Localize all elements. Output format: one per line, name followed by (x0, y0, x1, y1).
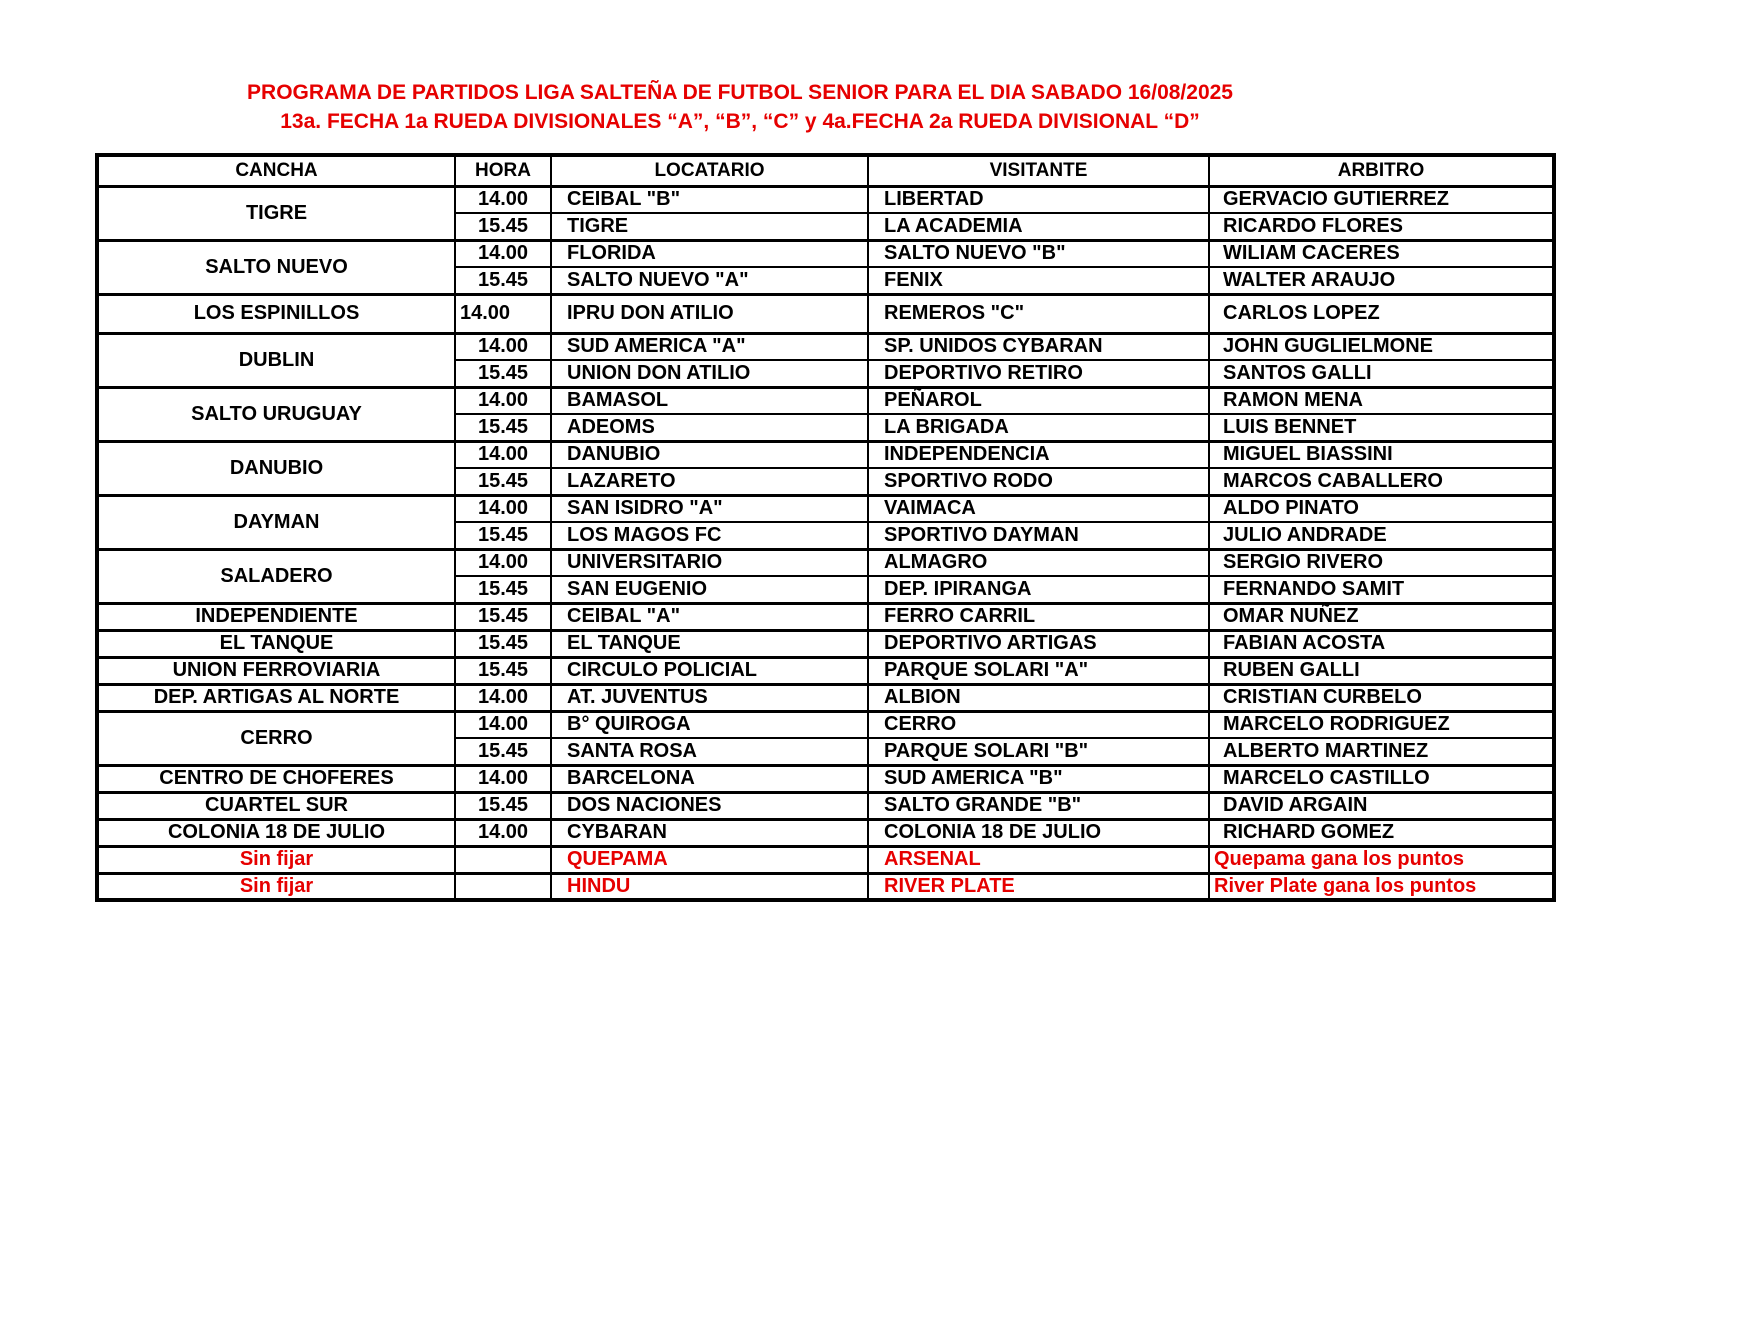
locatario-cell: LOS MAGOS FC (551, 522, 868, 549)
match-row (97, 873, 1554, 900)
arbitro-cell: CARLOS LOPEZ (1209, 294, 1554, 333)
match-row (97, 765, 1554, 792)
locatario-cell: DOS NACIONES (551, 792, 868, 819)
visitante-cell: PEÑAROL (868, 387, 1209, 414)
visitante-cell: SALTO NUEVO "B" (868, 240, 1209, 267)
header-locatario: LOCATARIO (551, 155, 868, 186)
match-row (97, 792, 1554, 819)
match-row (97, 630, 1554, 657)
cancha-cell: DAYMAN (97, 495, 455, 549)
locatario-cell: FLORIDA (551, 240, 868, 267)
visitante-cell: PARQUE SOLARI "A" (868, 657, 1209, 684)
schedule-table (95, 153, 1556, 902)
locatario-cell: UNIVERSITARIO (551, 549, 868, 576)
locatario-cell: IPRU DON ATILIO (551, 294, 868, 333)
hora-cell: 14.00 (455, 684, 551, 711)
arbitro-cell: FABIAN ACOSTA (1209, 630, 1554, 657)
hora-cell: 14.00 (455, 294, 551, 333)
cancha-cell: SALTO URUGUAY (97, 387, 455, 441)
arbitro-cell: MARCELO RODRIGUEZ (1209, 711, 1554, 738)
match-row (97, 441, 1554, 468)
header-row (97, 155, 1554, 186)
visitante-cell: INDEPENDENCIA (868, 441, 1209, 468)
match-row (97, 846, 1554, 873)
visitante-cell: LA ACADEMIA (868, 213, 1209, 240)
arbitro-cell: MARCOS CABALLERO (1209, 468, 1554, 495)
arbitro-cell: ALBERTO MARTINEZ (1209, 738, 1554, 765)
hora-cell: 14.00 (455, 819, 551, 846)
locatario-cell: ADEOMS (551, 414, 868, 441)
arbitro-cell: LUIS BENNET (1209, 414, 1554, 441)
document-title (95, 78, 1385, 136)
hora-cell: 15.45 (455, 576, 551, 603)
arbitro-cell: OMAR NUÑEZ (1209, 603, 1554, 630)
locatario-cell: EL TANQUE (551, 630, 868, 657)
cancha-cell: TIGRE (97, 186, 455, 240)
match-row (97, 711, 1554, 738)
locatario-cell: BAMASOL (551, 387, 868, 414)
hora-cell: 15.45 (455, 738, 551, 765)
visitante-cell: DEPORTIVO ARTIGAS (868, 630, 1209, 657)
title-line-1: PROGRAMA DE PARTIDOS LIGA SALTEÑA DE FUTBOL SENIOR PARA EL DIA SABADO 16/08/2025 (247, 81, 1233, 104)
match-row (97, 240, 1554, 267)
hora-cell: 15.45 (455, 267, 551, 294)
match-row (97, 603, 1554, 630)
match-row (97, 549, 1554, 576)
locatario-cell: LAZARETO (551, 468, 868, 495)
visitante-cell: VAIMACA (868, 495, 1209, 522)
arbitro-cell: RICHARD GOMEZ (1209, 819, 1554, 846)
arbitro-cell: JULIO ANDRADE (1209, 522, 1554, 549)
visitante-cell: FENIX (868, 267, 1209, 294)
locatario-cell: UNION DON ATILIO (551, 360, 868, 387)
arbitro-cell: MARCELO CASTILLO (1209, 765, 1554, 792)
locatario-cell: SALTO NUEVO "A" (551, 267, 868, 294)
arbitro-cell: FERNANDO SAMIT (1209, 576, 1554, 603)
cancha-cell: DANUBIO (97, 441, 455, 495)
match-row (97, 387, 1554, 414)
title-line-2: 13a. FECHA 1a RUEDA DIVISIONALES “A”, “B”, “C” y 4a.FECHA 2a RUEDA DIVISIONAL “D” (280, 110, 1200, 133)
header-hora: HORA (455, 155, 551, 186)
header-visitante: VISITANTE (868, 155, 1209, 186)
hora-cell: 15.45 (455, 522, 551, 549)
visitante-cell: PARQUE SOLARI "B" (868, 738, 1209, 765)
visitante-cell: LIBERTAD (868, 186, 1209, 213)
visitante-cell: SALTO GRANDE "B" (868, 792, 1209, 819)
locatario-cell: SAN EUGENIO (551, 576, 868, 603)
hora-cell: 15.45 (455, 792, 551, 819)
locatario-cell: SANTA ROSA (551, 738, 868, 765)
cancha-cell: COLONIA 18 DE JULIO (97, 819, 455, 846)
hora-cell: 15.45 (455, 657, 551, 684)
locatario-cell: QUEPAMA (551, 846, 868, 873)
arbitro-cell: RICARDO FLORES (1209, 213, 1554, 240)
match-row (97, 333, 1554, 360)
arbitro-cell: WALTER ARAUJO (1209, 267, 1554, 294)
visitante-cell: ARSENAL (868, 846, 1209, 873)
visitante-cell: ALMAGRO (868, 549, 1209, 576)
arbitro-cell: ALDO PINATO (1209, 495, 1554, 522)
hora-cell: 14.00 (455, 333, 551, 360)
hora-cell: 14.00 (455, 387, 551, 414)
visitante-cell: SPORTIVO DAYMAN (868, 522, 1209, 549)
visitante-cell: RIVER PLATE (868, 873, 1209, 900)
hora-cell: 14.00 (455, 495, 551, 522)
locatario-cell: BARCELONA (551, 765, 868, 792)
match-row (97, 495, 1554, 522)
locatario-cell: CEIBAL "B" (551, 186, 868, 213)
visitante-cell: LA BRIGADA (868, 414, 1209, 441)
locatario-cell: AT. JUVENTUS (551, 684, 868, 711)
cancha-cell: DUBLIN (97, 333, 455, 387)
locatario-cell: SUD AMERICA "A" (551, 333, 868, 360)
hora-cell: 15.45 (455, 630, 551, 657)
cancha-cell: UNION FERROVIARIA (97, 657, 455, 684)
arbitro-cell: SERGIO RIVERO (1209, 549, 1554, 576)
arbitro-cell: RAMON MENA (1209, 387, 1554, 414)
cancha-cell: CUARTEL SUR (97, 792, 455, 819)
arbitro-cell: WILIAM CACERES (1209, 240, 1554, 267)
match-row (97, 684, 1554, 711)
hora-cell (455, 873, 551, 900)
arbitro-cell: JOHN GUGLIELMONE (1209, 333, 1554, 360)
visitante-cell: DEP. IPIRANGA (868, 576, 1209, 603)
hora-cell: 14.00 (455, 240, 551, 267)
cancha-cell: INDEPENDIENTE (97, 603, 455, 630)
cancha-cell: EL TANQUE (97, 630, 455, 657)
visitante-cell: SUD AMERICA "B" (868, 765, 1209, 792)
arbitro-cell: CRISTIAN CURBELO (1209, 684, 1554, 711)
match-row (97, 294, 1554, 333)
locatario-cell: TIGRE (551, 213, 868, 240)
hora-cell: 15.45 (455, 468, 551, 495)
hora-cell: 14.00 (455, 186, 551, 213)
locatario-cell: CYBARAN (551, 819, 868, 846)
hora-cell: 14.00 (455, 441, 551, 468)
locatario-cell: B° QUIROGA (551, 711, 868, 738)
arbitro-cell: GERVACIO GUTIERREZ (1209, 186, 1554, 213)
cancha-cell: CERRO (97, 711, 455, 765)
locatario-cell: CEIBAL "A" (551, 603, 868, 630)
cancha-cell: Sin fijar (97, 846, 455, 873)
header-arbitro: ARBITRO (1209, 155, 1554, 186)
locatario-cell: DANUBIO (551, 441, 868, 468)
hora-cell (455, 846, 551, 873)
visitante-cell: ALBION (868, 684, 1209, 711)
visitante-cell: SP. UNIDOS CYBARAN (868, 333, 1209, 360)
arbitro-cell: RUBEN GALLI (1209, 657, 1554, 684)
hora-cell: 14.00 (455, 765, 551, 792)
locatario-cell: CIRCULO POLICIAL (551, 657, 868, 684)
visitante-cell: DEPORTIVO RETIRO (868, 360, 1209, 387)
arbitro-cell: SANTOS GALLI (1209, 360, 1554, 387)
cancha-cell: CENTRO DE CHOFERES (97, 765, 455, 792)
visitante-cell: REMEROS "C" (868, 294, 1209, 333)
cancha-cell: DEP. ARTIGAS AL NORTE (97, 684, 455, 711)
match-row (97, 186, 1554, 213)
hora-cell: 15.45 (455, 213, 551, 240)
arbitro-cell: MIGUEL BIASSINI (1209, 441, 1554, 468)
header-cancha: CANCHA (97, 155, 455, 186)
visitante-cell: SPORTIVO RODO (868, 468, 1209, 495)
hora-cell: 15.45 (455, 360, 551, 387)
locatario-cell: SAN ISIDRO "A" (551, 495, 868, 522)
locatario-cell: HINDU (551, 873, 868, 900)
visitante-cell: CERRO (868, 711, 1209, 738)
hora-cell: 15.45 (455, 414, 551, 441)
visitante-cell: FERRO CARRIL (868, 603, 1209, 630)
arbitro-cell: DAVID ARGAIN (1209, 792, 1554, 819)
visitante-cell: COLONIA 18 DE JULIO (868, 819, 1209, 846)
hora-cell: 14.00 (455, 549, 551, 576)
cancha-cell: SALTO NUEVO (97, 240, 455, 294)
cancha-cell: LOS ESPINILLOS (97, 294, 455, 333)
arbitro-cell: Quepama gana los puntos (1209, 846, 1554, 873)
match-row (97, 657, 1554, 684)
hora-cell: 14.00 (455, 711, 551, 738)
hora-cell: 15.45 (455, 603, 551, 630)
cancha-cell: SALADERO (97, 549, 455, 603)
match-row (97, 819, 1554, 846)
arbitro-cell: River Plate gana los puntos (1209, 873, 1554, 900)
schedule-body (97, 186, 1554, 900)
cancha-cell: Sin fijar (97, 873, 455, 900)
